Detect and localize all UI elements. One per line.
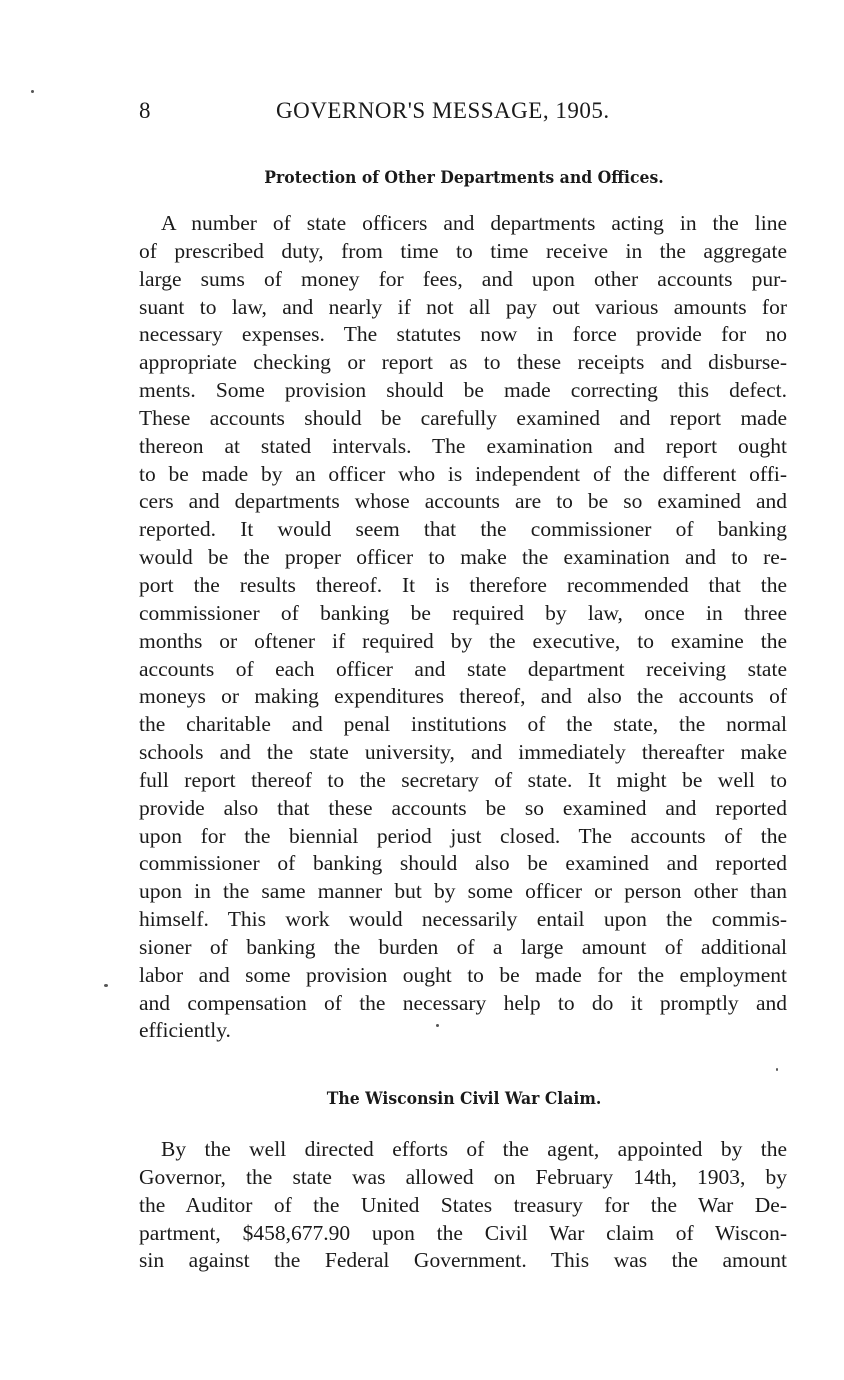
margin-speck (31, 90, 34, 93)
text-line: efficiently. (139, 1018, 231, 1043)
text-line: months or oftener if required by the executive, to examine the (139, 628, 787, 653)
margin-speck (776, 1068, 778, 1071)
text-line: sin against the Federal Government. This was the amount (139, 1248, 787, 1273)
text-line: would be the proper officer to make the examination and to re- (139, 545, 787, 570)
text-line: the charitable and penal institutions of the state, the normal (139, 712, 787, 737)
text-line: port the results thereof. It is therefore recommended that the (139, 572, 787, 597)
text-line: upon in the same manner but by some officer or person other than (139, 879, 787, 904)
text-line: himself. This work would necessarily entail upon the commis- (139, 907, 787, 932)
margin-speck (436, 1024, 439, 1027)
text-line: labor and some provision ought to be made for the employment (139, 962, 787, 987)
text-line: commissioner of banking be required by law, once in three (139, 600, 787, 625)
paragraph-civil-war-claim (139, 1136, 787, 1275)
text-line: full report thereof to the secretary of state. It might be well to (139, 767, 787, 792)
margin-speck (104, 984, 108, 987)
text-line: necessary expenses. The statutes now in force provide for no (139, 322, 787, 347)
text-line: ments. Some provision should be made correcting this defect. (139, 378, 787, 403)
section-heading-civil-war-claim: The Wisconsin Civil War Claim. (326, 1089, 602, 1109)
text-line: These accounts should be carefully examined and report made (139, 405, 787, 430)
text-line: suant to law, and nearly if not all pay out various amounts for (139, 294, 787, 319)
text-line: provide also that these accounts be so examined and reported (139, 795, 787, 820)
page-number: 8 (139, 98, 151, 123)
text-line: A number of state officers and departments acting in the line (161, 211, 787, 235)
text-line: appropriate checking or report as to these receipts and disburse- (139, 350, 787, 375)
text-line: sioner of banking the burden of a large amount of additional (139, 934, 787, 959)
text-line: moneys or making expenditures thereof, and also the accounts of (139, 684, 787, 709)
text-line: schools and the state university, and immediately thereafter make (139, 740, 787, 765)
text-line: of prescribed duty, from time to time receive in the aggregate (139, 238, 787, 263)
text-line: By the well directed efforts of the agent, appointed by the (161, 1137, 787, 1161)
paragraph-protection (139, 210, 787, 1045)
running-title: GOVERNOR'S MESSAGE, 1905. (276, 98, 610, 123)
text-line: large sums of money for fees, and upon other accounts pur- (139, 266, 787, 291)
running-head (139, 98, 789, 130)
text-line: and compensation of the necessary help to do it promptly and (139, 990, 787, 1015)
text-line: upon for the biennial period just closed. The accounts of the (139, 823, 787, 848)
text-line: thereon at stated intervals. The examination and report ought (139, 433, 787, 458)
section-heading-protection: Protection of Other Departments and Offices. (264, 168, 664, 188)
text-line: the Auditor of the United States treasury for the War De- (139, 1192, 787, 1217)
text-line: to be made by an officer who is independent of the different offi- (139, 461, 787, 486)
text-line: partment, $458,677.90 upon the Civil War claim of Wiscon- (139, 1220, 787, 1245)
text-line: commissioner of banking should also be examined and reported (139, 851, 787, 876)
text-line: Governor, the state was allowed on February 14th, 1903, by (139, 1164, 787, 1189)
text-line: accounts of each officer and state department receiving state (139, 656, 787, 681)
text-line: cers and departments whose accounts are to be so examined and (139, 489, 787, 514)
text-line: reported. It would seem that the commissioner of banking (139, 517, 787, 542)
